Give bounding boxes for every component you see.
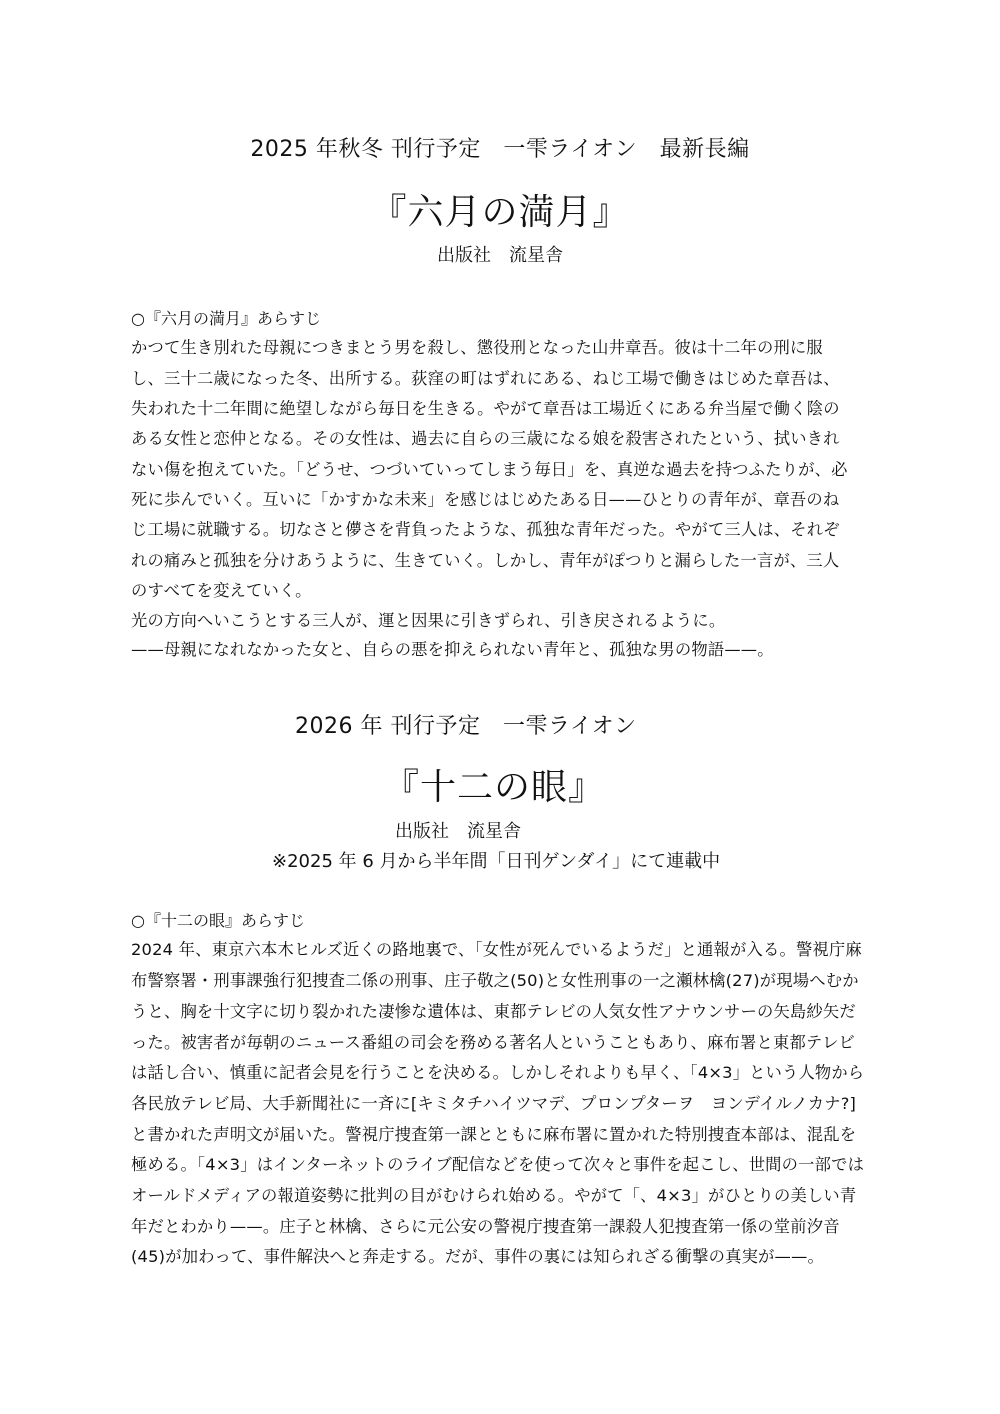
synopsis-line: れの痛みと孤独を分けあうように、生きていく。しかし、青年がぽつりと漏らした一言が、三人 (131, 551, 840, 570)
synopsis-line: じ工場に就職する。切なさと儚さを背負ったような、孤独な青年だった。やがて三人は、それぞ (131, 520, 840, 539)
synopsis-line: 光の方向へいこうとする三人が、運と因果に引きずられ、引き戻されるように。 (131, 611, 726, 630)
synopsis-line: 2024 年、東京六本木ヒルズ近くの路地裏で、「女性が死んでいるようだ」と通報が入る。警視庁麻 (131, 940, 862, 959)
synopsis-line: 死に歩んでいく。互いに「かすかな未来」を感じはじめたある日——ひとりの青年が、章吾のね (131, 490, 840, 509)
synopsis-line: 年だとわかり——。庄子と林檎、さらに元公安の警視庁捜査第一課殺人犯捜査第一係の堂前汐音 (131, 1217, 840, 1236)
book1-synopsis-label: ○『六月の満月』あらすじ (131, 309, 321, 328)
book1-header: 2025 年秋冬 刊行予定 一雫ライオン 最新長編 (250, 137, 750, 162)
synopsis-line: った。被害者が毎朝のニュース番組の司会を務める著名人ということもあり、麻布署と東都テレビ (131, 1033, 856, 1052)
book1-title: 『六月の満月』 (370, 192, 630, 233)
synopsis-line: は話し合い、慎重に記者会見を行うことを決める。しかしそれよりも早く、「4×3」という人物から (131, 1063, 865, 1082)
synopsis-line: し、三十二歳になった冬、出所する。荻窪の町はずれにある、ねじ工場で働きはじめた章吾は、 (131, 369, 840, 388)
synopsis-line: 布警察署・刑事課強行犯捜査二係の刑事、庄子敬之(50)と女性刑事の一之瀬林檎(27)が現場へむか (131, 971, 859, 990)
synopsis-line: ——母親になれなかった女と、自らの悪を抑えられない青年と、孤独な男の物語——。 (131, 640, 774, 659)
synopsis-line: 極める。「4×3」はインターネットのライブ配信などを使って次々と事件を起こし、世間の一部では (131, 1155, 865, 1174)
synopsis-line: (45)が加わって、事件解決へと奔走する。だが、事件の裏には知られざる衝撃の真実が——。 (131, 1247, 824, 1266)
book2-header: 2026 年 刊行予定 一雫ライオン (295, 714, 637, 739)
book2-publisher: 出版社 流星舎 (395, 821, 521, 842)
book1-publisher: 出版社 流星舎 (437, 245, 563, 266)
book2-serial-note: ※2025 年 6 月から半年間「日刊ゲンダイ」にて連載中 (272, 851, 721, 872)
synopsis-line: と書かれた声明文が届いた。警視庁捜査第一課とともに麻布署に置かれた特別捜査本部は、混乱を (131, 1125, 857, 1144)
synopsis-line: 失われた十二年間に絶望しながら毎日を生きる。やがて章吾は工場近くにある弁当屋で働く陰の (131, 399, 840, 418)
synopsis-line: うと、胸を十文字に切り裂かれた凄惨な遺体は、東都テレビの人気女性アナウンサーの矢島紗矢だ (131, 1002, 856, 1021)
synopsis-line: オールドメディアの報道姿勢に批判の目がむけられ始める。やがて「、4×3」がひとりの美しい青 (131, 1186, 857, 1205)
synopsis-line: のすべてを変えていく。 (131, 581, 312, 600)
synopsis-line: ない傷を抱えていた。「どうせ、つづいていってしまう毎日」を、真逆な過去を持つふたりが、必 (131, 460, 848, 479)
synopsis-line: ある女性と恋仲となる。その女性は、過去に自らの三歳になる娘を殺害されたという、拭いきれ (131, 429, 840, 448)
book2-synopsis-label: ○『十二の眼』あらすじ (131, 911, 305, 930)
synopsis-line: 各民放テレビ局、大手新聞社に一斉に[キミタチハイツマデ、プロンプターヲ ヨンデイルノカナ?] (131, 1094, 857, 1113)
book2-title: 『十二の眼』 (383, 767, 606, 808)
synopsis-line: かつて生き別れた母親につきまとう男を殺し、懲役刑となった山井章吾。彼は十二年の刑に服 (131, 338, 823, 357)
